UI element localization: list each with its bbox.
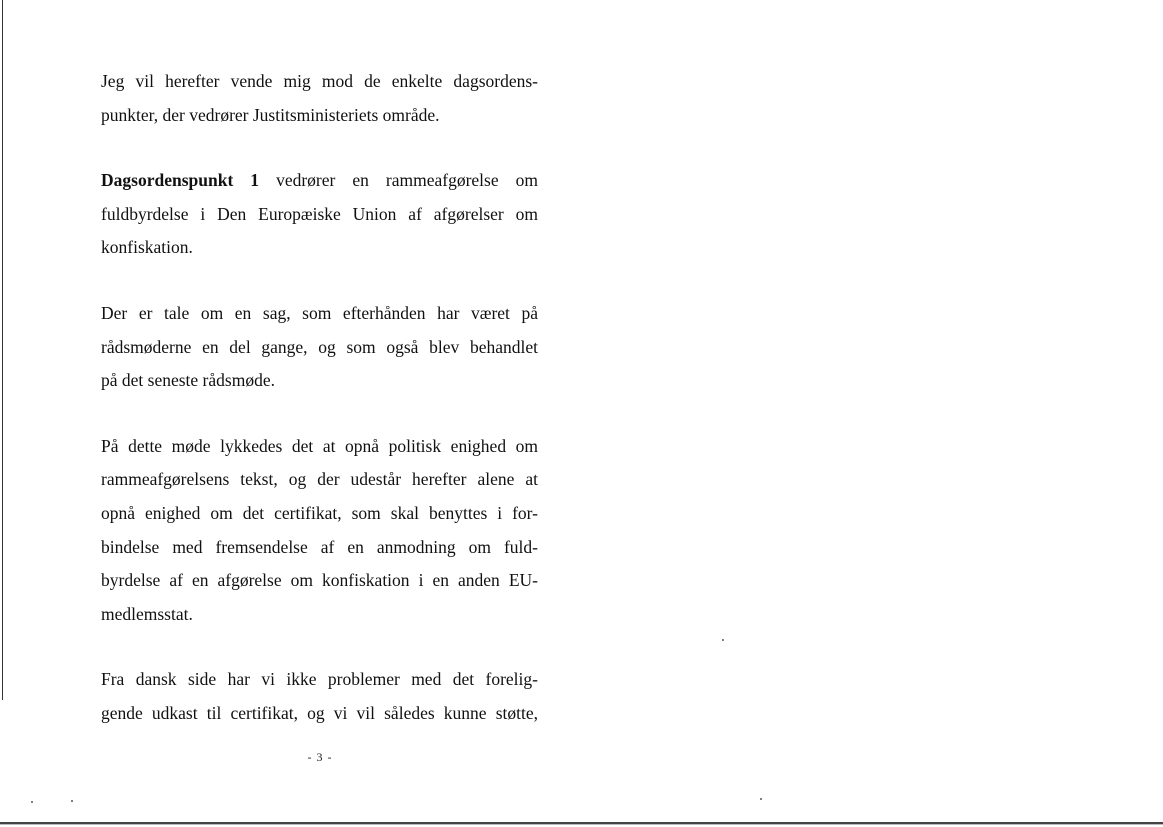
scan-speck: [71, 800, 73, 802]
paragraph-line: På dette møde lykkedes det at opnå politisk enighed om: [101, 435, 538, 456]
paragraph-line: gende udkast til certifikat, og vi vil således kunne støtte,: [101, 702, 538, 723]
scan-speck: [722, 639, 724, 641]
text-column: [101, 65, 538, 763]
paragraph-line: på det seneste rådsmøde.: [101, 370, 275, 391]
paragraph-line-text: vedrører en rammeafgørelse om: [259, 170, 538, 191]
paragraph-line: medlemsstat.: [101, 603, 193, 624]
paragraph-4: [101, 430, 538, 632]
scan-left-edge: [2, 0, 3, 700]
paragraph-line: bindelse med fremsendelse af en anmodning om fuld-: [101, 536, 538, 557]
paragraph-line: fuldbyrdelse i Den Europæiske Union af afgørelser om: [101, 203, 538, 224]
agenda-item-heading: Dagsordenspunkt 1: [101, 170, 260, 191]
paragraph-2: [101, 164, 538, 265]
paragraph-line: konfiskation.: [101, 237, 193, 258]
paragraph-line: punkter, der vedrører Justitsministeriets område.: [101, 104, 440, 125]
paragraph-line: byrdelse af en afgørelse om konfiskation i en anden EU-: [101, 570, 538, 591]
scan-speck: [31, 801, 33, 803]
paragraph-5: [101, 663, 538, 730]
page-number: - 3 -: [307, 750, 333, 764]
paragraph-line: [101, 164, 538, 198]
paragraph-3: [101, 297, 538, 398]
paragraph-line: rådsmøderne en del gange, og som også blev behandlet: [101, 336, 538, 357]
scan-speck: [760, 798, 762, 800]
paragraph-line: Fra dansk side har vi ikke problemer med det forelig-: [101, 669, 538, 690]
paragraph-line: rammeafgørelsens tekst, og der udestår herefter alene at: [101, 469, 538, 490]
paragraph-line: opnå enighed om det certifikat, som skal benyttes i for-: [101, 502, 538, 523]
paragraph-line: Jeg vil herefter vende mig mod de enkelte dagsordens-: [101, 71, 538, 91]
paragraph-line: Der er tale om en sag, som efterhånden har været på: [101, 302, 538, 323]
scan-bottom-edge-shade: [0, 824, 1163, 825]
paragraph-1: [101, 65, 538, 132]
